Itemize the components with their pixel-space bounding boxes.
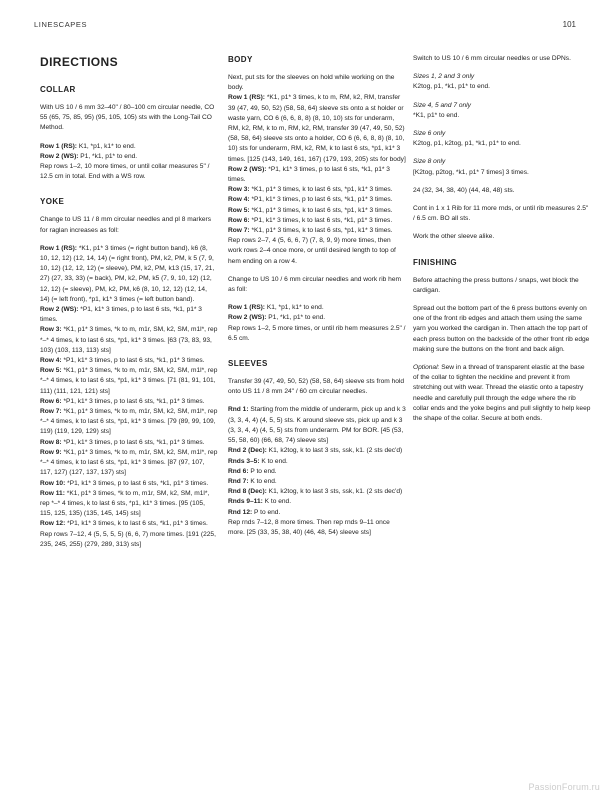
size-instruction: [K2tog, p2tog, *k1, p1* 7 times] 3 times. — [413, 168, 529, 176]
row-label: Row 10: — [40, 479, 66, 487]
row-text: P to end. — [248, 467, 277, 475]
finishing-heading: FINISHING — [413, 257, 458, 267]
collar-repeat: Rep rows 1–2, 10 more times, or until collar measures 5" / 12.5 cm in total. End with a WS row. — [40, 163, 210, 181]
yoke-repeat: Rep rows 7–12, 4 (5, 5, 5, 5) (6, 6, 7) more times. [191 (225, 235, 245, 255) (279, 289, 313) sts] — [40, 530, 216, 548]
row-text: *P1, k1* 3 times, p to last 6 sts, *k1, p1* 3 times. — [61, 357, 205, 365]
row-text: K1, k2tog, k to last 3 sts, ssk, k1. (2 sts dec'd) — [266, 447, 403, 455]
size-label: Sizes 1, 2 and 3 only — [413, 73, 475, 81]
row-text: *K1, p1* 3 times, k to last 6 sts, *p1, k1* 3 times. — [249, 186, 393, 194]
body-row — [228, 165, 406, 185]
finishing-para-2: Spread out the bottom part of the 6 press buttons evenly on one of the front rib edges and attach them using the same yarn you worked the cardigan in. Then attach the top part of each press button on the backside of the other front rib edge making sure the buttons on the front and back align. — [413, 305, 590, 353]
sleeves-intro: Transfer 39 (47, 49, 50, 52) (58, 58, 64) sleeve sts from hold onto US 11 / 8 mm 24" / 60 cm circular needles. — [228, 378, 405, 396]
row-text: *P1, k1* 3 times, p to last 6 sts, *k1, p1* 3 times. — [61, 397, 205, 405]
sleeve-row — [228, 457, 406, 467]
collar-row-1 — [40, 142, 218, 152]
directions-title: DIRECTIONS — [40, 55, 119, 69]
row-label: Rnd 12: — [228, 508, 253, 516]
row-label: Row 5: — [40, 367, 62, 375]
row-text: *K1, p1* 3 times, *k to m, m1r, SM, k2, SM, m1l*, rep *–* 4 times, k to last 6 sts, *p1, k1* 3 times. [87 (97, 107, 117, 127) (127, 137, 137) sts] — [40, 448, 218, 477]
stitch-counts: 24 (32, 34, 38, 40) (44, 48, 48) sts. — [413, 186, 515, 194]
sleeve-row — [228, 446, 406, 456]
row-label: Rnd 8 (Dec): — [228, 488, 267, 496]
row-label: Row 8: — [40, 438, 62, 446]
row-label: Row 5: — [228, 206, 250, 214]
row-text: *P1, k1* 3 times, p to last 6 sts, *k1, p1* 3 times. — [40, 306, 202, 324]
column-3 — [413, 54, 591, 432]
body-row — [228, 206, 406, 216]
row-text: P1, *k1, p1* to end. — [78, 152, 138, 160]
collar-heading: COLLAR — [40, 85, 76, 94]
row-label: Row 6: — [228, 216, 250, 224]
size-instruction: K2tog, p1, k2tog, p1, *k1, p1* to end. — [413, 140, 521, 148]
yoke-row — [40, 438, 218, 448]
hem-row-2 — [228, 313, 406, 323]
optional-text: Sew in a thread of transparent elastic at the base of the collar to tighten the neckline and prevent it from stretching out with wear. Thread the elastic onto a tapestry needle and carefully pull through the edge where the rib collar ends and the yoke begins and pull slightly to help keep the shape of the collar. Secure at both ends. — [413, 364, 591, 423]
sleeve-row — [228, 477, 406, 487]
sleeve-row — [228, 497, 406, 507]
page-number: 101 — [562, 20, 576, 29]
yoke-row — [40, 397, 218, 407]
row-text: K1, *p1, k1* to end. — [77, 142, 136, 150]
row-label: Row 2 (WS): — [228, 314, 267, 322]
row-text: Starting from the middle of underarm, pick up and k 3 (3, 3, 4, 4) (4, 5, 5) sts. K around sleeve sts, pick up and k 3 (3, 3, 4, 4) (4, 5, 5) sts from underarm. PM for BOR. [45 (53, 55, 58, 60) (66, 68, 74) sleeve sts] — [228, 406, 406, 445]
row-text: *K1, p1* 3 times, *k to m, m1r, SM, k2, SM, m1l*, rep *–* 4 times, k to last 6 sts, *p1, k1* 3 times. [95 (105, 115, 125, 135) (135, 145, 145) sts] — [40, 489, 210, 518]
size-label: Size 4, 5 and 7 only — [413, 101, 471, 109]
row-text: K to end. — [262, 498, 292, 506]
sleeve-row — [228, 487, 406, 497]
size-block — [413, 72, 591, 92]
row-text: K to end. — [259, 457, 288, 465]
row-text: *P1, k1* 3 times, p to last 6 sts, *k1, p1* 3 times. — [249, 196, 393, 204]
yoke-row — [40, 489, 218, 520]
other-sleeve: Work the other sleeve alike. — [413, 233, 495, 241]
row-label: Row 1 (RS): — [228, 304, 265, 312]
row-label: Row 4: — [40, 357, 62, 365]
row-label: Row 3: — [228, 186, 250, 194]
row-label: Row 7: — [228, 227, 250, 235]
finishing-optional — [413, 363, 591, 424]
sleeves-heading: SLEEVES — [228, 359, 268, 369]
row-label: Row 7: — [40, 408, 62, 416]
row-text: *K1, p1* 3 times, *k to m, m1r, SM, k2, SM, m1l*, rep *–* 4 times, k to last 6 sts, *p1, k1* 3 times. [79 (89, 99, 109, 119) (119, 129, 129) sts] — [40, 408, 218, 436]
hem-repeat: Rep rows 1–2, 5 more times, or until rib hem measures 2.5" / 6.5 cm. — [228, 324, 406, 342]
row-text: *K1, p1* 3 times, k to last 6 sts, *p1, k1* 3 times. — [249, 227, 393, 235]
hem-intro: Change to US 10 / 6 mm circular needles and work rib hem as foll: — [228, 275, 401, 294]
row-label: Row 2 (WS): — [40, 152, 79, 160]
sleeve-row — [228, 508, 406, 518]
size-block — [413, 129, 591, 149]
body-rows — [228, 73, 406, 267]
row-label: Rnds 3–5: — [228, 457, 260, 465]
row-text: *K1, p1* 3 times, k to m, RM, k2, RM, transfer 39 (47, 49, 50, 52) (58, 58, 64) sleeve sts onto a st holder or waste yarn, CO 6 (6, 6, 8, 8) (8, 10, 10) sts for underarm, RM, k2, RM, k to m, RM, k2, RM, transfer 39 (47, 49, 50, 52) (58, 58, 64) sleeve sts onto a holder, CO 6 (6, 6, 8, 8) (8, 10, 10) sts for underarm, RM, k2, RM, k to last 6 sts, *p1, k1* 3 times. [125 (143, 149, 161, 167) (179, 193, 205) sts for body] — [228, 94, 406, 163]
row-label: Rnd 7: — [228, 477, 249, 485]
row-text: K1, k2tog, k to last 3 sts, ssk, k1. (2 sts dec'd) — [266, 488, 403, 496]
body-row — [228, 226, 406, 236]
row-text: K1, *p1, k1* to end. — [265, 304, 324, 312]
yoke-row — [40, 305, 218, 325]
row-text: *P1, k1* 3 times, p to last 6 sts, *k1, p1* 3 times. — [65, 479, 209, 487]
column-2 — [228, 54, 406, 546]
row-text: *P1, k1* 3 times, p to last 6 sts, *k1, p1* 3 times. — [61, 438, 205, 446]
row-text: *P1, k1* 3 times, k to last 6 sts, *k1, p1* 3 times. — [65, 520, 208, 528]
yoke-heading: YOKE — [40, 197, 65, 207]
size-block — [413, 101, 591, 121]
optional-label: Optional: — [413, 364, 440, 372]
row-text: *K1, p1* 3 times, *k to m, m1r, SM, k2, SM, m1l*, rep *–* 4 times, k to last 6 sts, *p1, k1* 3 times. [71 (81, 91, 101, 111) (111, 121, 121) sts] — [40, 367, 218, 395]
row-text: *P1, k1* 3 times, k to last 6 sts, *k1, p1* 3 times. — [249, 216, 393, 224]
row-label: Rnd 2 (Dec): — [228, 447, 267, 455]
size-label: Size 8 only — [413, 158, 446, 166]
body-repeat: Rep rows 2–7, 4 (5, 6, 6, 7) (7, 8, 9, 9) more times, then work rows 2–4 once more, or until desired length to top of hem ending on a row 4. — [228, 237, 396, 265]
sleeve-row — [228, 467, 406, 477]
yoke-row — [40, 479, 218, 489]
running-title: LINESCAPES — [34, 20, 88, 29]
body-row — [228, 93, 406, 164]
cont-rib: Cont in 1 x 1 Rib for 11 more rnds, or until rib measures 2.5" / 6.5 cm. BO all sts. — [413, 205, 589, 223]
row-label: Row 1 (RS): — [228, 94, 265, 102]
row-text: *K1, p1* 3 times, k to last 6 sts, *p1, k1* 3 times. — [249, 206, 393, 214]
yoke-row — [40, 519, 218, 529]
hem-rows — [228, 303, 406, 344]
row-text: P to end. — [252, 508, 281, 516]
row-text: K to end. — [248, 477, 277, 485]
row-label: Rnd 6: — [228, 467, 249, 475]
body-row — [228, 195, 406, 205]
yoke-intro: Change to US 11 / 8 mm circular needles and pl 8 markers for raglan increases as foll: — [40, 216, 212, 234]
row-text: *K1, p1* 3 times (= right button band), k6 (8, 10, 12, 12) (12, 14, 14) (= right front), PM, k2, PM, k 5 (7, 9, 10, 12) (12, 12, 12) (= sleeve), PM, k2, PM, k13 (15, 17, 21, 27) (27, 33, 33) (= back), PM, k2, PM, k5 (7, 9, 10, 12) (12, 12, 12) (= sleeve), PM, k2, PM, k6 (8, 10, 12, 12) (12, 14, 14) (= left front), *p1, k1* 3 times (= left button band). — [40, 244, 215, 303]
row-text: *P1, k1* 3 times, p to last 6 sts, *k1, p1* 3 times. — [228, 165, 390, 184]
size-block — [413, 157, 591, 177]
row-text: P1, *k1, p1* to end. — [266, 314, 326, 322]
row-label: Row 11: — [40, 489, 65, 497]
yoke-row — [40, 448, 218, 479]
row-label: Row 1 (RS): — [40, 142, 77, 150]
collar-rows — [40, 142, 218, 183]
row-label: Rnd 1: — [228, 406, 249, 414]
row-label: Row 3: — [40, 326, 62, 334]
body-row — [228, 216, 406, 226]
sleeve-row — [228, 405, 406, 446]
watermark: PassionForum.ru — [528, 782, 600, 792]
size-instruction: K2tog, p1, *k1, p1* to end. — [413, 83, 490, 91]
switch-needles: Switch to US 10 / 6 mm circular needles or use DPNs. — [413, 55, 571, 62]
hem-row-1 — [228, 303, 406, 313]
running-header — [34, 20, 576, 29]
yoke-row — [40, 407, 218, 438]
body-intro: Next, put sts for the sleeves on hold while working on the body. — [228, 74, 395, 92]
row-label: Row 1 (RS): — [40, 244, 77, 252]
row-text: *K1, p1* 3 times, *k to m, m1r, SM, k2, SM, m1l*, rep *–* 4 times, k to last 6 sts, *p1, k1* 3 times. [63 (73, 83, 93, 103) (103, 113, 113) sts] — [40, 326, 218, 354]
column-1 — [40, 54, 218, 558]
finishing-para-1: Before attaching the press buttons / snaps, wet block the cardigan. — [413, 276, 579, 294]
collar-intro: With US 10 / 6 mm 32–40" / 80–100 cm circular needle, CO 55 (65, 75, 85, 95) (95, 105, 105) sts with the Long-Tail CO Method. — [40, 104, 215, 132]
collar-row-2 — [40, 152, 218, 162]
yoke-rows — [40, 244, 218, 550]
row-label: Row 12: — [40, 520, 66, 528]
row-label: Row 4: — [228, 196, 250, 204]
yoke-row — [40, 366, 218, 397]
size-instruction: *K1, p1* to end. — [413, 111, 460, 119]
sleeve-repeat: Rep rnds 7–12, 8 more times. Then rep rnds 9–11 once more. [25 (33, 35, 38, 40) (46, 48, 54) sleeve sts] — [228, 518, 390, 536]
yoke-row — [40, 244, 218, 305]
row-label: Rnds 9–11: — [228, 498, 263, 506]
body-heading: BODY — [228, 55, 253, 64]
sleeve-rows — [228, 405, 406, 538]
yoke-row — [40, 325, 218, 356]
size-label: Size 6 only — [413, 130, 446, 138]
row-label: Row 2 (WS): — [40, 306, 79, 314]
row-label: Row 6: — [40, 397, 62, 405]
body-row — [228, 185, 406, 195]
row-label: Row 9: — [40, 448, 62, 456]
row-label: Row 2 (WS): — [228, 165, 267, 173]
yoke-row — [40, 356, 218, 366]
